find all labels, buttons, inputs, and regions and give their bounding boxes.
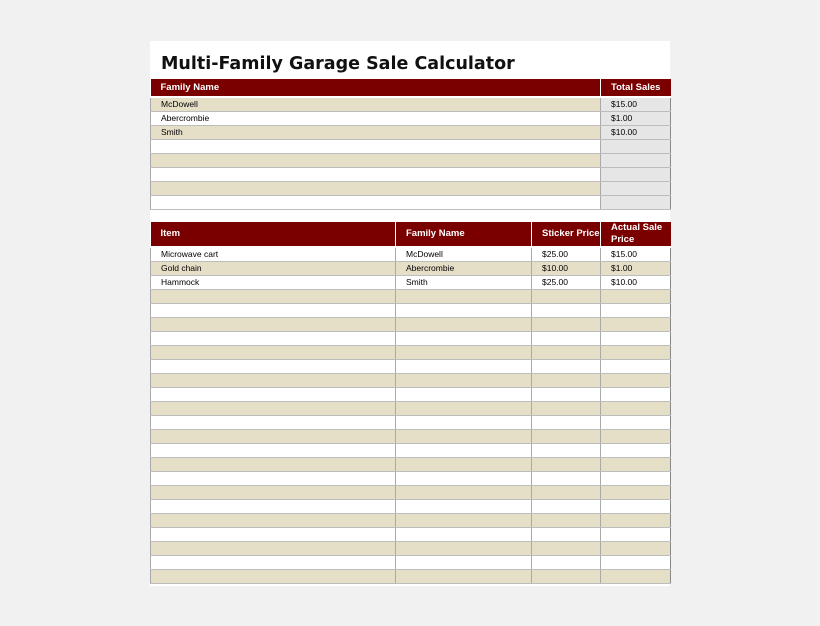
family-name-cell[interactable] bbox=[396, 556, 532, 570]
table-row bbox=[151, 112, 671, 126]
table-row bbox=[151, 514, 671, 528]
family-name-cell[interactable] bbox=[396, 542, 532, 556]
table-row bbox=[151, 556, 671, 570]
sticker-price-cell[interactable]: $25.00 bbox=[532, 276, 601, 290]
actual-sale-price-cell[interactable] bbox=[601, 346, 671, 360]
item-cell[interactable]: Gold chain bbox=[151, 262, 396, 276]
sticker-price-cell[interactable] bbox=[532, 290, 601, 304]
sticker-price-cell[interactable] bbox=[532, 556, 601, 570]
family-name-cell[interactable]: Abercrombie bbox=[396, 262, 532, 276]
item-cell[interactable] bbox=[151, 402, 396, 416]
actual-sale-price-cell[interactable] bbox=[601, 528, 671, 542]
table-row bbox=[151, 140, 671, 154]
item-cell[interactable] bbox=[151, 486, 396, 500]
table-row bbox=[151, 402, 671, 416]
family-name-cell[interactable]: McDowell bbox=[151, 97, 601, 112]
actual-sale-price-cell[interactable] bbox=[601, 290, 671, 304]
sticker-price-cell[interactable] bbox=[532, 346, 601, 360]
item-cell[interactable] bbox=[151, 332, 396, 346]
table-row bbox=[151, 374, 671, 388]
column-header-family-name[interactable]: Family Name bbox=[151, 79, 601, 97]
actual-sale-price-cell[interactable] bbox=[601, 542, 671, 556]
sticker-price-cell[interactable] bbox=[532, 444, 601, 458]
table-row bbox=[151, 500, 671, 514]
family-name-cell[interactable] bbox=[396, 472, 532, 486]
item-cell[interactable] bbox=[151, 360, 396, 374]
sticker-price-cell[interactable] bbox=[532, 570, 601, 584]
actual-sale-price-cell[interactable] bbox=[601, 416, 671, 430]
actual-sale-price-cell[interactable]: $10.00 bbox=[601, 276, 671, 290]
family-name-cell[interactable] bbox=[396, 430, 532, 444]
column-header-total-sales[interactable]: Total Sales bbox=[601, 79, 671, 97]
sticker-price-cell[interactable] bbox=[532, 416, 601, 430]
table-row bbox=[151, 247, 671, 262]
total-sales-cell[interactable] bbox=[601, 196, 671, 210]
family-name-cell[interactable] bbox=[396, 388, 532, 402]
family-name-cell[interactable] bbox=[396, 500, 532, 514]
actual-sale-price-cell[interactable] bbox=[601, 332, 671, 346]
item-cell[interactable] bbox=[151, 556, 396, 570]
actual-sale-price-cell[interactable] bbox=[601, 304, 671, 318]
sticker-price-cell[interactable] bbox=[532, 388, 601, 402]
family-name-cell[interactable] bbox=[396, 346, 532, 360]
item-cell[interactable] bbox=[151, 318, 396, 332]
family-name-cell[interactable] bbox=[396, 416, 532, 430]
actual-sale-price-cell[interactable] bbox=[601, 500, 671, 514]
column-header-item[interactable]: Item bbox=[151, 222, 396, 247]
item-cell[interactable] bbox=[151, 374, 396, 388]
table-row bbox=[151, 276, 671, 290]
family-name-cell[interactable]: Abercrombie bbox=[151, 112, 601, 126]
actual-sale-price-cell[interactable] bbox=[601, 486, 671, 500]
family-name-cell[interactable]: Smith bbox=[151, 126, 601, 140]
table-row bbox=[151, 458, 671, 472]
sticker-price-cell[interactable] bbox=[532, 374, 601, 388]
actual-sale-price-cell[interactable] bbox=[601, 402, 671, 416]
family-name-cell[interactable] bbox=[396, 458, 532, 472]
table-row bbox=[151, 126, 671, 140]
sale-items-header-row bbox=[151, 222, 671, 247]
actual-sale-price-cell[interactable] bbox=[601, 556, 671, 570]
table-row bbox=[151, 304, 671, 318]
family-name-cell[interactable] bbox=[151, 140, 601, 154]
table-row bbox=[151, 182, 671, 196]
actual-sale-price-cell[interactable] bbox=[601, 360, 671, 374]
actual-sale-price-cell[interactable] bbox=[601, 472, 671, 486]
page-title: Multi-Family Garage Sale Calculator bbox=[161, 54, 515, 74]
item-cell[interactable] bbox=[151, 346, 396, 360]
family-name-cell[interactable] bbox=[396, 360, 532, 374]
sticker-price-cell[interactable] bbox=[532, 472, 601, 486]
family-name-cell[interactable] bbox=[396, 514, 532, 528]
total-sales-cell[interactable] bbox=[601, 182, 671, 196]
item-cell[interactable]: Hammock bbox=[151, 276, 396, 290]
actual-sale-price-cell[interactable]: $1.00 bbox=[601, 262, 671, 276]
sticker-price-cell[interactable] bbox=[532, 528, 601, 542]
table-row bbox=[151, 346, 671, 360]
family-name-cell[interactable] bbox=[396, 374, 532, 388]
total-sales-cell[interactable] bbox=[601, 154, 671, 168]
item-cell[interactable] bbox=[151, 388, 396, 402]
sticker-price-cell[interactable] bbox=[532, 332, 601, 346]
sale-items-body bbox=[151, 247, 671, 584]
item-cell[interactable] bbox=[151, 528, 396, 542]
family-name-cell[interactable] bbox=[396, 318, 532, 332]
table-row bbox=[151, 332, 671, 346]
family-name-cell[interactable] bbox=[151, 154, 601, 168]
sticker-price-cell[interactable] bbox=[532, 458, 601, 472]
actual-sale-price-cell[interactable] bbox=[601, 374, 671, 388]
column-header-family-name[interactable]: Family Name bbox=[396, 222, 532, 247]
item-cell[interactable] bbox=[151, 430, 396, 444]
sticker-price-cell[interactable] bbox=[532, 304, 601, 318]
sticker-price-cell[interactable]: $10.00 bbox=[532, 262, 601, 276]
family-name-cell[interactable] bbox=[151, 182, 601, 196]
family-name-cell[interactable] bbox=[396, 444, 532, 458]
family-totals-header-row bbox=[151, 79, 671, 97]
item-cell[interactable]: Microwave cart bbox=[151, 247, 396, 262]
item-cell[interactable] bbox=[151, 500, 396, 514]
item-cell[interactable] bbox=[151, 570, 396, 584]
table-row bbox=[151, 542, 671, 556]
sticker-price-cell[interactable] bbox=[532, 486, 601, 500]
sticker-price-cell[interactable] bbox=[532, 500, 601, 514]
table-row bbox=[151, 290, 671, 304]
table-row bbox=[151, 262, 671, 276]
item-cell[interactable] bbox=[151, 472, 396, 486]
column-header-sticker-price[interactable]: Sticker Price bbox=[532, 222, 601, 247]
actual-sale-price-cell[interactable]: $15.00 bbox=[601, 247, 671, 262]
total-sales-cell[interactable] bbox=[601, 168, 671, 182]
family-name-cell[interactable] bbox=[396, 486, 532, 500]
family-name-cell[interactable] bbox=[396, 290, 532, 304]
column-header-actual-sale-price[interactable]: Actual Sale Price bbox=[601, 222, 671, 247]
total-sales-cell[interactable]: $10.00 bbox=[601, 126, 671, 140]
table-row bbox=[151, 388, 671, 402]
actual-sale-price-cell[interactable] bbox=[601, 430, 671, 444]
item-cell[interactable] bbox=[151, 416, 396, 430]
sticker-price-cell[interactable] bbox=[532, 402, 601, 416]
total-sales-cell[interactable]: $15.00 bbox=[601, 97, 671, 112]
sticker-price-cell[interactable] bbox=[532, 360, 601, 374]
family-name-cell[interactable]: Smith bbox=[396, 276, 532, 290]
table-row bbox=[151, 168, 671, 182]
family-name-cell[interactable] bbox=[396, 402, 532, 416]
table-row bbox=[151, 360, 671, 374]
actual-sale-price-cell[interactable] bbox=[601, 458, 671, 472]
total-sales-cell[interactable] bbox=[601, 140, 671, 154]
actual-sale-price-cell[interactable] bbox=[601, 388, 671, 402]
table-row bbox=[151, 97, 671, 112]
sale-items-table bbox=[150, 222, 671, 584]
table-row bbox=[151, 528, 671, 542]
table-row bbox=[151, 472, 671, 486]
sticker-price-cell[interactable] bbox=[532, 318, 601, 332]
family-name-cell[interactable] bbox=[396, 332, 532, 346]
actual-sale-price-cell[interactable] bbox=[601, 318, 671, 332]
item-cell[interactable] bbox=[151, 304, 396, 318]
sticker-price-cell[interactable] bbox=[532, 542, 601, 556]
actual-sale-price-cell[interactable] bbox=[601, 444, 671, 458]
table-row bbox=[151, 416, 671, 430]
sticker-price-cell[interactable] bbox=[532, 514, 601, 528]
family-name-cell[interactable] bbox=[151, 196, 601, 210]
family-totals-table bbox=[150, 79, 671, 210]
actual-sale-price-cell[interactable] bbox=[601, 570, 671, 584]
table-row bbox=[151, 196, 671, 210]
table-row bbox=[151, 154, 671, 168]
item-cell[interactable] bbox=[151, 542, 396, 556]
family-name-cell[interactable]: McDowell bbox=[396, 247, 532, 262]
sticker-price-cell[interactable]: $25.00 bbox=[532, 247, 601, 262]
family-name-cell[interactable] bbox=[151, 168, 601, 182]
item-cell[interactable] bbox=[151, 444, 396, 458]
family-name-cell[interactable] bbox=[396, 570, 532, 584]
table-row bbox=[151, 430, 671, 444]
actual-sale-price-cell[interactable] bbox=[601, 514, 671, 528]
item-cell[interactable] bbox=[151, 458, 396, 472]
total-sales-cell[interactable]: $1.00 bbox=[601, 112, 671, 126]
family-totals-body bbox=[151, 97, 671, 210]
family-name-cell[interactable] bbox=[396, 304, 532, 318]
item-cell[interactable] bbox=[151, 290, 396, 304]
sticker-price-cell[interactable] bbox=[532, 430, 601, 444]
item-cell[interactable] bbox=[151, 514, 396, 528]
table-row bbox=[151, 444, 671, 458]
family-name-cell[interactable] bbox=[396, 528, 532, 542]
table-row bbox=[151, 486, 671, 500]
table-row bbox=[151, 570, 671, 584]
table-row bbox=[151, 318, 671, 332]
